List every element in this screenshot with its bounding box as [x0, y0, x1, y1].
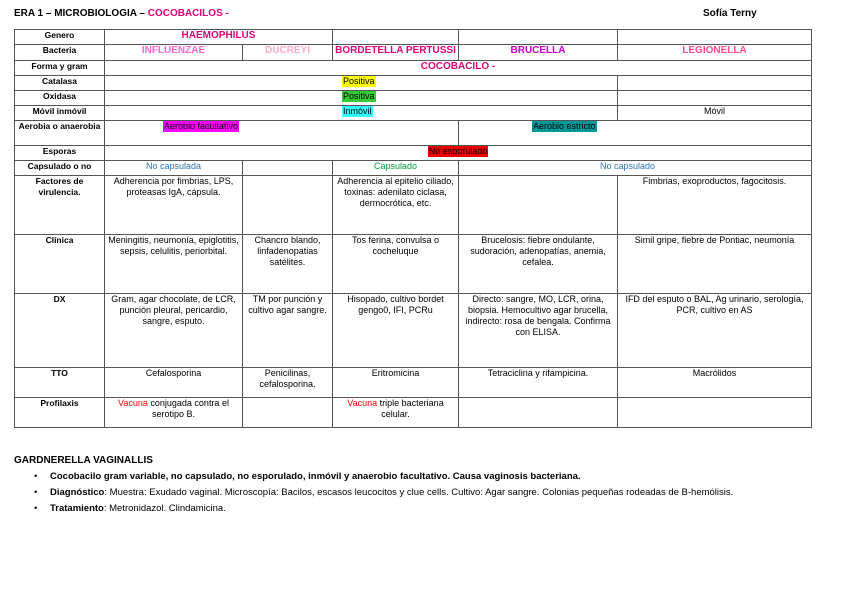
capsulado-influenzae: No capsulada	[105, 161, 243, 176]
bacteria-brucella: BRUCELLA	[459, 45, 618, 61]
header-prefix: ERA 1 – MICROBIOLOGIA –	[14, 8, 148, 19]
empty-cell	[459, 30, 618, 45]
header-highlight: COCOBACILOS -	[147, 8, 229, 19]
label-clinica: Clínica	[15, 235, 105, 294]
profilaxis-hi-text: conjugada contra el serotipo B.	[147, 398, 229, 419]
bullet-icon: •	[34, 503, 38, 514]
document-header-title	[14, 8, 229, 19]
clinica-legionella: Simil gripe, fiebre de Pontiac, neumonía	[618, 235, 812, 294]
capsulado-brucella-legionella: No capsulado	[459, 161, 812, 176]
oxidasa-value: Positiva	[343, 91, 375, 101]
tto-bordetella: Eritromicina	[333, 368, 459, 398]
empty-cell	[618, 398, 812, 428]
label-bacteria: Bacteria	[15, 45, 105, 61]
empty-cell	[618, 30, 812, 45]
movil-value: Inmóvil	[343, 106, 372, 116]
factores-ducreyi	[243, 176, 333, 235]
row-oxidasa	[15, 91, 812, 106]
capsulado-bordetella: Capsulado	[333, 161, 459, 176]
row-aerobia	[15, 121, 812, 146]
bacteria-ducreyi: DUCREYI	[243, 45, 333, 61]
label-profilaxis: Profilaxis	[15, 398, 105, 428]
aerobia-facultativo: Aerobio facultativo	[164, 121, 239, 131]
tto-influenzae: Cefalosporina	[105, 368, 243, 398]
dx-ducreyi: TM por punción y cultivo agar sangre.	[243, 294, 333, 368]
row-bacteria	[15, 45, 812, 61]
catalasa-cell	[105, 76, 618, 91]
label-esporas: Esporas	[15, 146, 105, 161]
row-capsulado	[15, 161, 812, 176]
vacuna-word: Vacuna	[118, 398, 148, 408]
vacuna-word: Vacuna	[347, 398, 378, 408]
tratamiento-text: : Metronidazol. Clindamicina.	[103, 503, 226, 514]
movil-legionella: Móvil	[618, 106, 812, 121]
bacteria-table	[14, 29, 812, 428]
label-forma: Forma y gram	[15, 61, 105, 76]
empty-cell	[333, 30, 459, 45]
aerobia-be-cell	[459, 121, 812, 146]
row-tto	[15, 368, 812, 398]
factores-brucella	[459, 176, 618, 235]
movil-cell	[105, 106, 618, 121]
empty-cell	[243, 161, 333, 176]
author-name: Sofía Terny	[703, 8, 757, 19]
empty-cell	[459, 398, 618, 428]
label-aerobia: Aerobia o anaerobia	[15, 121, 105, 146]
row-profilaxis	[15, 398, 812, 428]
forma-value: COCOBACILO -	[105, 61, 812, 76]
bacteria-legionella: LEGIONELLA	[618, 45, 812, 61]
factores-bordetella: Adherencia al epitelio ciliado, toxinas: adenilato ciclasa, dermocrótica, etc.	[333, 176, 459, 235]
tratamiento-label: Tratamiento	[50, 503, 104, 514]
row-forma	[15, 61, 812, 76]
diagnostico-text: : Muestra: Exudado vaginal. Microscopía: Bacilos, escasos leucocitos y clue cells. Cultivo: Agar sangre. Colonias pequeñas rodeadas de B-hemólisis.	[104, 487, 734, 498]
genero-haemophilus: HAEMOPHILUS	[105, 30, 333, 45]
dx-bordetella: Hisopado, cultivo bordet gengo0, IFI, PCRu	[333, 294, 459, 368]
row-genero	[15, 30, 812, 45]
profilaxis-bp-text: triple bacteriana celular.	[377, 398, 444, 419]
aerobia-hf-cell	[105, 121, 459, 146]
empty-cell	[243, 398, 333, 428]
label-factores: Factores de virulencia.	[15, 176, 105, 235]
dx-brucella: Directo: sangre, MO, LCR, orina, biopsia. Hemocultivo agar brucella, indirecto: rosa de bengala. Confirma con ELISA.	[459, 294, 618, 368]
list-item	[34, 501, 834, 517]
row-dx	[15, 294, 812, 368]
profilaxis-influenzae	[105, 398, 243, 428]
esporas-cell	[105, 146, 812, 161]
label-dx: DX	[15, 294, 105, 368]
label-movil: Móvil inmóvil	[15, 106, 105, 121]
clinica-influenzae: Meningitis, neumonía, epiglotitis, sepsis, celulitis, periorbital.	[105, 235, 243, 294]
row-factores	[15, 176, 812, 235]
bullet-icon: •	[34, 471, 38, 482]
bacteria-influenzae: INFLUENZAE	[105, 45, 243, 61]
clinica-brucella: Brucelosis: fiebre ondulante, sudoración, adenopatías, anemia, cefalea.	[459, 235, 618, 294]
empty-cell	[618, 91, 812, 106]
tto-legionella: Macrólidos	[618, 368, 812, 398]
esporas-value: No esporulado	[428, 146, 488, 156]
tto-ducreyi: Penicilinas, cefalosporina.	[243, 368, 333, 398]
diagnostico-label: Diagnóstico	[50, 487, 105, 498]
empty-cell	[618, 76, 812, 91]
dx-legionella: IFD del esputo o BAL, Ag urinario, serología, PCR, cultivo en AS	[618, 294, 812, 368]
catalasa-value: Positiva	[343, 76, 375, 86]
bacteria-bordetella: BORDETELLA PERTUSSI	[333, 45, 459, 61]
aerobia-estricto: Aerobio estricto	[533, 121, 596, 131]
gardnerella-title: GARDNERELLA VAGINALLIS	[14, 455, 153, 466]
label-genero: Genero	[15, 30, 105, 45]
tto-brucella: Tetraciclina y rifampicina.	[459, 368, 618, 398]
factores-influenzae: Adherencia por fimbrias, LPS, proteasas IgA, cápsula.	[105, 176, 243, 235]
row-esporas	[15, 146, 812, 161]
label-tto: TTO	[15, 368, 105, 398]
row-clinica	[15, 235, 812, 294]
list-item	[34, 469, 834, 485]
clinica-bordetella: Tos ferina, convulsa o cocheluque	[333, 235, 459, 294]
clinica-ducreyi: Chancro blando, linfadenopatias satélites.	[243, 235, 333, 294]
list-item	[34, 485, 834, 501]
label-catalasa: Catalasa	[15, 76, 105, 91]
row-movil	[15, 106, 812, 121]
dx-influenzae: Gram, agar chocolate, de LCR, punción pleural, pericardio, sangre, esputo.	[105, 294, 243, 368]
gardnerella-list	[34, 469, 834, 517]
profilaxis-bordetella	[333, 398, 459, 428]
bullet-icon: •	[34, 487, 38, 498]
oxidasa-cell	[105, 91, 618, 106]
label-oxidasa: Oxidasa	[15, 91, 105, 106]
label-capsulado: Capsulado o no	[15, 161, 105, 176]
gardnerella-summary: Cocobacilo gram variable, no capsulado, no esporulado, inmóvil y anaerobio facultativo. Causa vaginosis bacteriana.	[50, 471, 581, 482]
factores-legionella: Fimbrias, exoproductos, fagocitosis.	[618, 176, 812, 235]
row-catalasa	[15, 76, 812, 91]
